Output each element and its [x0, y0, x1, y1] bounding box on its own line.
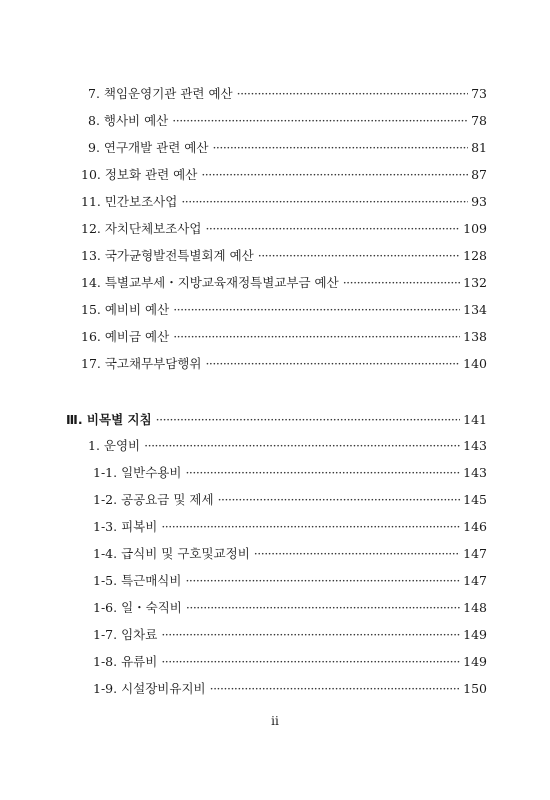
leader-dots: [173, 302, 460, 318]
toc-entry[interactable]: [93, 519, 487, 535]
toc-entry-page: 138: [463, 329, 487, 344]
toc-entry[interactable]: [81, 221, 487, 237]
toc-entry[interactable]: [88, 86, 487, 102]
toc-entry-label: 16. 예비금 예산: [81, 329, 170, 344]
toc-entry-label: 1. 운영비: [88, 438, 141, 453]
toc-entry-page: 143: [463, 438, 487, 453]
toc-entry-label: 8. 행사비 예산: [88, 113, 169, 128]
toc-entry-page: 150: [463, 681, 487, 696]
toc-entry[interactable]: [81, 275, 487, 291]
toc-entry-label: 14. 특별교부세・지방교육재정특별교부금 예산: [81, 275, 339, 290]
toc-entry-page: 149: [463, 654, 487, 669]
toc-entry-label: 1-6. 일・숙직비: [93, 600, 182, 615]
leader-dots: [237, 86, 468, 102]
toc-section-heading[interactable]: [66, 412, 487, 428]
toc-entry[interactable]: [81, 167, 487, 183]
leader-dots: [212, 140, 468, 156]
toc-entry[interactable]: [93, 600, 487, 616]
toc-entry-label: 17. 국고채무부담행위: [81, 356, 202, 371]
toc-entry-label: 11. 민간보조사업: [81, 194, 178, 209]
section-heading-page: 141: [463, 412, 487, 427]
toc-entry-page: 132: [463, 275, 487, 290]
toc-entry-page: 78: [471, 113, 487, 128]
leader-dots: [161, 519, 460, 535]
leader-dots: [258, 248, 460, 264]
toc-entry-label: 1-3. 피복비: [93, 519, 158, 534]
leader-dots: [181, 194, 468, 210]
toc-entry-page: 143: [463, 465, 487, 480]
toc-entry-label: 13. 국가균형발전특별회계 예산: [81, 248, 254, 263]
toc-entry[interactable]: [81, 248, 487, 264]
toc-entry[interactable]: [93, 573, 487, 589]
leader-dots: [144, 438, 460, 454]
page-number: ii: [271, 714, 279, 728]
toc-entry-label: 7. 책임운영기관 관련 예산: [88, 86, 233, 101]
section-heading-label: Ⅲ. 비목별 지침: [66, 412, 152, 427]
leader-dots: [201, 167, 468, 183]
toc-entry[interactable]: [88, 438, 487, 454]
leader-dots: [173, 329, 460, 345]
toc-entry[interactable]: [93, 627, 487, 643]
toc-entry[interactable]: [81, 356, 487, 372]
toc-entry[interactable]: [81, 329, 487, 345]
toc-entry-label: 12. 자치단체보조사업: [81, 221, 202, 236]
toc-entry-page: 147: [463, 573, 487, 588]
leader-dots: [185, 465, 460, 481]
leader-dots: [205, 221, 460, 237]
toc-entry-label: 1-7. 임차료: [93, 627, 158, 642]
toc-entry-label: 1-5. 특근매식비: [93, 573, 182, 588]
toc-entry-page: 147: [463, 546, 487, 561]
leader-dots: [205, 356, 460, 372]
leader-dots: [254, 546, 460, 562]
toc-entry[interactable]: [93, 546, 487, 562]
toc-entry[interactable]: [93, 654, 487, 670]
toc-entry-label: 1-8. 유류비: [93, 654, 158, 669]
leader-dots: [186, 600, 460, 616]
toc-entry-label: 1-9. 시설장비유지비: [93, 681, 206, 696]
toc-entry-label: 1-4. 급식비 및 구호및교정비: [93, 546, 250, 561]
toc-entry[interactable]: [93, 681, 487, 697]
toc-entry-page: 134: [463, 302, 487, 317]
leader-dots: [210, 681, 461, 697]
toc-entry[interactable]: [81, 302, 487, 318]
toc-entry-page: 81: [471, 140, 487, 155]
leader-dots: [161, 627, 460, 643]
toc-entry-page: 109: [463, 221, 487, 236]
toc-entry[interactable]: [93, 465, 487, 481]
toc-entry[interactable]: [88, 140, 487, 156]
toc-entry-page: 145: [463, 492, 487, 507]
leader-dots: [156, 412, 460, 428]
leader-dots: [172, 113, 468, 129]
toc-entry-page: 148: [463, 600, 487, 615]
toc-entry-page: 140: [463, 356, 487, 371]
toc-entry-label: 1-1. 일반수용비: [93, 465, 182, 480]
toc-entry-label: 9. 연구개발 관련 예산: [88, 140, 209, 155]
toc-entry[interactable]: [88, 113, 487, 129]
leader-dots: [161, 654, 460, 670]
leader-dots: [218, 492, 461, 508]
toc-entry-label: 1-2. 공공요금 및 제세: [93, 492, 214, 507]
toc-entry-page: 73: [471, 86, 487, 101]
toc-entry-label: 10. 정보화 관련 예산: [81, 167, 198, 182]
toc-entry[interactable]: [81, 194, 487, 210]
toc-entry-page: 87: [471, 167, 487, 182]
toc-entry-label: 15. 예비비 예산: [81, 302, 170, 317]
toc-entry-page: 146: [463, 519, 487, 534]
leader-dots: [343, 275, 460, 291]
toc-entry-page: 149: [463, 627, 487, 642]
toc-entry-page: 93: [471, 194, 487, 209]
toc-entry-page: 128: [463, 248, 487, 263]
toc-entry[interactable]: [93, 492, 487, 508]
leader-dots: [185, 573, 460, 589]
